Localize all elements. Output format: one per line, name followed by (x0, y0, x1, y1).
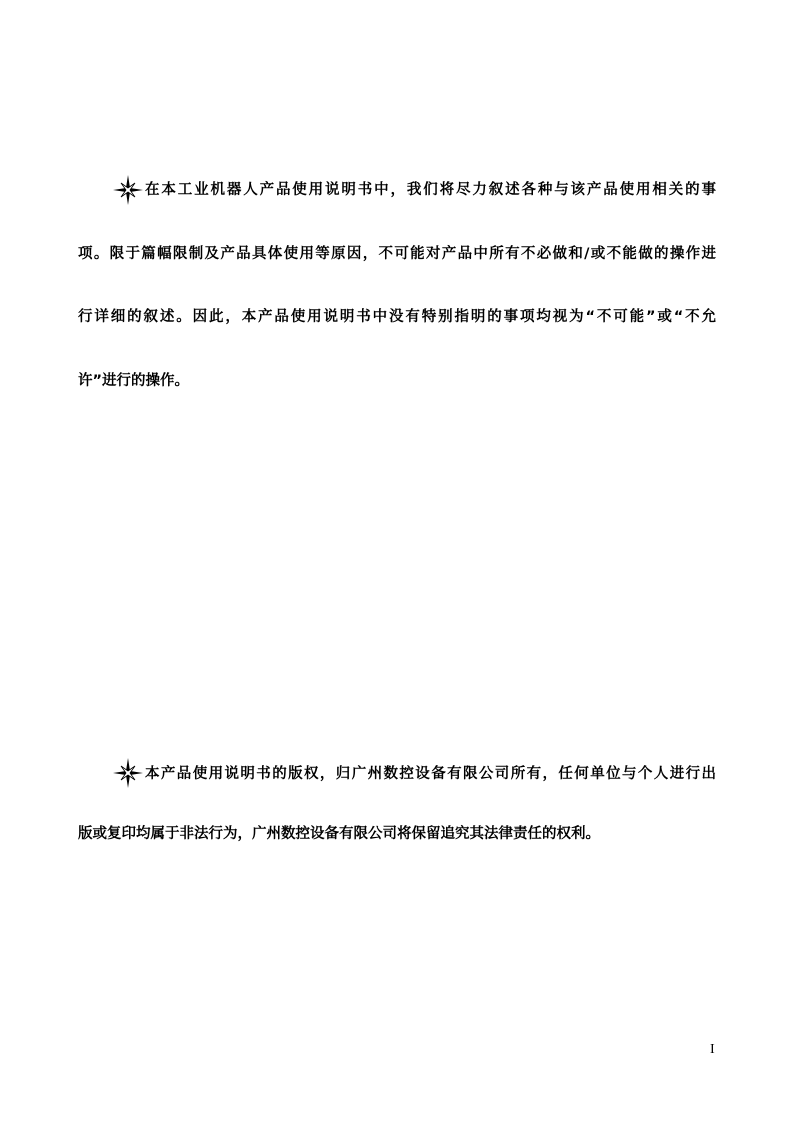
paragraph2-line2: 版或复印均属于非法行为，广州数控设备有限公司将保留追究其法律责任的权利。 (78, 826, 600, 842)
paragraph1-line2: 项。限于篇幅限制及产品具体使用等原因，不可能对产品中所有不必做和/或不能做的操作进 (78, 246, 716, 262)
compass-star-icon (113, 758, 143, 788)
compass-star-icon (113, 175, 143, 205)
paragraph2-line1: 本产品使用说明书的版权，归广州数控设备有限公司所有，任何单位与个人进行出 (145, 766, 716, 782)
paragraph1-line3: 行详细的叙述。因此，本产品使用说明书中没有特别指明的事项均视为“不可能”或“不允 (78, 309, 716, 325)
paragraph1-line4: 许”进行的操作。 (78, 373, 190, 389)
paragraph1-line1: 在本工业机器人产品使用说明书中，我们将尽力叙述各种与该产品使用相关的事 (145, 182, 716, 198)
page-number: I (710, 1042, 715, 1057)
